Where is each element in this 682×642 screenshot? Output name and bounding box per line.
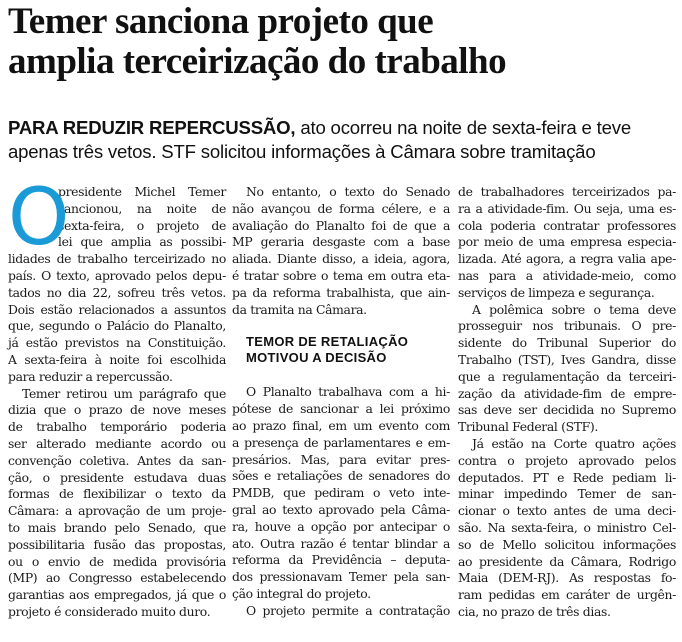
body-line: lizada. Até agora, a regra valia ape-: [458, 251, 676, 267]
body-line: sexta-feira, o projeto de: [58, 217, 226, 233]
body-line: Dois estão relacionados a assuntos: [8, 301, 226, 317]
body-line: possibilitaria fusão das propostas,: [8, 536, 226, 552]
body-line: reforma da Previdência – deputa-: [232, 552, 450, 568]
dek-line-2: apenas três vetos. STF solicitou informações à Câmara sobre tramitação: [8, 141, 596, 162]
body-line: projeto é considerado muito duro.: [8, 603, 211, 619]
body-line: de trabalhadores terceirizados pa-: [458, 184, 676, 199]
body-line: por meio de uma empresa especia-: [458, 234, 676, 250]
body-line: é tratar sobre o tema em outra eta-: [232, 267, 450, 283]
body-line: a presença de parlamentares e em-: [232, 434, 450, 450]
body-line: PMDB, que pediram o veto inte-: [232, 485, 450, 501]
body-line: Temer retirou um parágrafo que: [22, 385, 226, 401]
body-line: serviços de limpeza e segurança.: [458, 284, 655, 300]
body-line: ra, houve a opção por antecipar o: [232, 518, 450, 534]
body-line: sidente do Tribunal Superior do: [458, 335, 676, 351]
body-line: ram pedidas em caráter de urgên-: [458, 587, 676, 603]
body-line: que, segundo o Palácio do Planalto,: [8, 318, 226, 334]
article-column-3: [458, 184, 676, 621]
article-column-1: [8, 173, 226, 621]
body-line: ato. Outra razão é tentar blindar a: [232, 535, 450, 551]
body-line: já estão previstos na Constituição.: [8, 335, 226, 351]
body-line: não avançou de forma célere, e a: [232, 200, 450, 216]
drop-cap-letter: O: [8, 173, 70, 263]
body-line: dos pressionavam Temer pela san-: [232, 569, 450, 585]
body-line: sões e retaliações de senadores do: [232, 468, 450, 484]
body-line: presidente Michel Temer: [58, 184, 226, 199]
subheading-line-1: TEMOR DE RETALIAÇÃO: [246, 334, 409, 350]
body-line: lidades de trabalho terceirizado no: [8, 251, 226, 267]
body-line: A polêmica sobre o tema deve: [472, 301, 676, 317]
body-line: gral ao texto aprovado pela Câma-: [232, 501, 450, 517]
body-line: cia, no prazo de três dias.: [458, 603, 611, 619]
body-line: sancionou, na noite de: [58, 200, 226, 216]
body-line: que a regulamentação da terceiri-: [458, 368, 676, 384]
body-line: contra o projeto aprovado pelos: [458, 452, 676, 468]
body-line: zação da atividade-fim de empre-: [458, 385, 676, 401]
body-line: da tramita na Câmara.: [232, 301, 367, 317]
body-line: país. O texto, aprovado pelos depu-: [8, 267, 226, 283]
body-line: ser alterado mediante acordo ou: [8, 435, 226, 451]
drop-cap: [8, 173, 70, 263]
body-line: Trabalho (TST), Ives Gandra, disse: [458, 351, 676, 367]
body-line: garantias aos empregados, já que o: [8, 587, 226, 603]
spacer: [232, 366, 450, 384]
body-line: convenção coletiva. Antes da san-: [8, 452, 226, 468]
body-line: cionar o texto antes de uma deci-: [458, 503, 676, 519]
body-line: de trabalho temporário poderia: [8, 419, 226, 435]
dek-line-1-rest: ato ocorreu na noite de sexta-feira e teve: [295, 117, 631, 138]
body-line: avaliação do Planalto foi de que a: [232, 217, 450, 233]
body-line: so de Mello solicitou informações: [458, 536, 676, 552]
headline: [8, 2, 680, 82]
body-line: A sexta-feira à noite foi escolhida: [8, 351, 226, 367]
body-line: pótese de sancionar a lei próximo: [232, 401, 450, 417]
body-line: O projeto permite a contratação: [246, 602, 450, 618]
headline-line-1: Temer sanciona projeto que: [8, 1, 434, 42]
body-line: MP geraria desgaste com a base: [232, 234, 450, 250]
body-line: para reduzir a repercussão.: [8, 368, 173, 384]
body-line: Câmara: a aprovação de um proje-: [8, 503, 226, 519]
body-line: ra a atividade-fim. Ou seja, uma es-: [458, 200, 676, 216]
body-line: ou o envio de medida provisória: [8, 553, 226, 569]
body-line: ção integral do projeto.: [232, 585, 371, 601]
body-line: ção, o presidente estudava duas: [8, 469, 226, 485]
body-line: ao presidente da Câmara, Rodrigo: [458, 553, 676, 569]
body-line: O Planalto trabalhava com a hi-: [246, 384, 450, 400]
body-line: minar impedindo Temer de san-: [458, 486, 676, 502]
body-line: lei que amplia as possibi-: [58, 234, 226, 250]
body-line: aliada. Diante disso, a ideia, agora,: [232, 251, 450, 267]
body-line: No entanto, o texto do Senado: [246, 184, 450, 199]
body-line: presários. Mas, para evitar pres-: [232, 451, 450, 467]
headline-line-2: amplia terceirização do trabalho: [8, 41, 507, 82]
dek: [8, 116, 680, 164]
article-column-2: [232, 184, 450, 620]
body-line: Maia (DEM-RJ). As respostas fo-: [458, 570, 676, 586]
body-line: cola poderia contratar professores: [458, 217, 676, 233]
body-line: são. Na sexta-feira, o ministro Cel-: [458, 519, 676, 535]
body-line: pa da reforma trabalhista, que ain-: [232, 284, 450, 300]
body-line: tados no dia 22, sofreu três vetos.: [8, 284, 226, 300]
dek-line-1: [8, 116, 680, 140]
spacer: [232, 318, 450, 334]
body-line: nas para a atividade-meio, como: [458, 267, 676, 283]
body-line: deputados. PT e Rede pediam li-: [458, 469, 676, 485]
body-line: formas de flexibilizar o texto da: [8, 486, 226, 502]
body-line: dizia que o prazo de nove meses: [8, 402, 226, 418]
dek-kicker: PARA REDUZIR REPERCUSSÃO,: [8, 117, 296, 138]
body-line: to mais brando pelo Senado, que: [8, 519, 226, 535]
body-line: ao prazo final, em um evento com: [232, 417, 450, 433]
subheading-line-2: MOTIVOU A DECISÃO: [246, 350, 387, 366]
body-line: prosseguir nos tribunais. O pre-: [458, 318, 676, 334]
body-line: (MP) ao Congresso estabelecendo: [8, 570, 226, 586]
subheading: [232, 334, 450, 366]
body-line: Já estão na Corte quatro ações: [472, 435, 676, 451]
body-line: Tribunal Federal (STF).: [458, 419, 598, 435]
body-line: sas deve ser decidida no Supremo: [458, 402, 676, 418]
